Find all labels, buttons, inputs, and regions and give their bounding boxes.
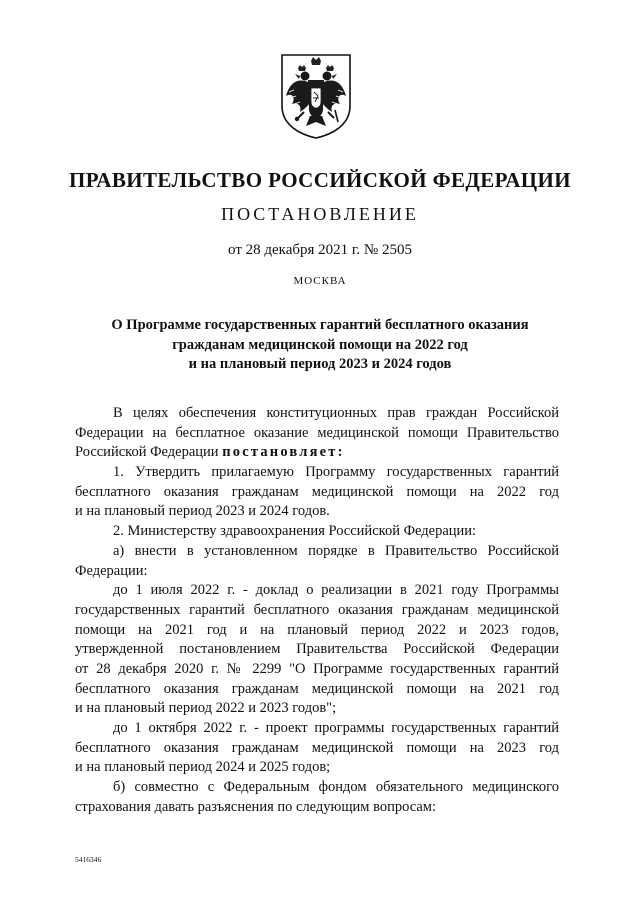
subject-line: и на плановый период 2023 и 2024 годов	[188, 356, 452, 372]
body-line: и на плановый период 2022 и 2023 годов";	[75, 700, 337, 717]
body-line: а) внести в установленном порядке в Правительство Российской	[113, 542, 559, 559]
subject-line: О Программе государственных гарантий бесплатного оказания	[111, 317, 529, 333]
body-line: бесплатного оказания гражданам медицинской помощи на 2021 год	[75, 680, 559, 697]
russian-coat-of-arms-icon	[278, 52, 354, 140]
body-line: страхования давать разъяснения по следующим вопросам:	[75, 798, 436, 815]
body-line	[75, 443, 559, 463]
document-code: 5416346	[75, 855, 102, 864]
body-text: Российской Федерации	[75, 444, 223, 461]
subject-line: гражданам медицинской помощи на 2022 год	[172, 336, 468, 353]
body-line: и на плановый период 2024 и 2025 годов;	[75, 759, 331, 776]
body-line: и на плановый период 2023 и 2024 годов.	[75, 503, 330, 520]
body-line: 2. Министерству здравоохранения Российской Федерации:	[113, 523, 477, 540]
body-line: от 28 декабря 2020 г. № 2299 "О Программе государственных гарантий	[75, 660, 559, 677]
body-line: Федерации:	[75, 562, 148, 579]
body-line: 1. Утвердить прилагаемую Программу государственных гарантий	[113, 464, 559, 481]
document-date-number: от 28 декабря 2021 г. № 2505	[228, 242, 412, 258]
body-line: государственных гарантий бесплатного оказания гражданам медицинской	[75, 601, 559, 618]
document-subject	[0, 316, 640, 375]
body-line: утвержденной постановлением Правительства Российской Федерации	[75, 641, 559, 658]
body-line: помощи на 2021 год и на плановый период 2022 и 2023 годов,	[75, 621, 559, 638]
document-type: ПОСТАНОВЛЕНИЕ	[221, 204, 419, 224]
document-city: МОСКВА	[293, 275, 347, 287]
resolves-keyword: постановляет:	[222, 444, 345, 461]
body-line: В целях обеспечения конституционных прав граждан Российской	[113, 405, 559, 421]
document-body	[75, 404, 559, 817]
body-line: б) совместно с Федеральным фондом обязательного медицинского	[113, 779, 559, 796]
body-line: до 1 октября 2022 г. - проект программы государственных гарантий	[113, 720, 559, 736]
body-line: до 1 июля 2022 г. - доклад о реализации в 2021 году Программы	[113, 582, 559, 599]
government-title: ПРАВИТЕЛЬСТВО РОССИЙСКОЙ ФЕДЕРАЦИИ	[69, 168, 571, 192]
body-line: бесплатного оказания гражданам медицинской помощи на 2023 год	[75, 739, 559, 756]
body-line: бесплатного оказания гражданам медицинской помощи на 2022 год	[75, 483, 559, 500]
body-line: Федерации на бесплатное оказание медицинской помощи Правительство	[75, 424, 559, 441]
